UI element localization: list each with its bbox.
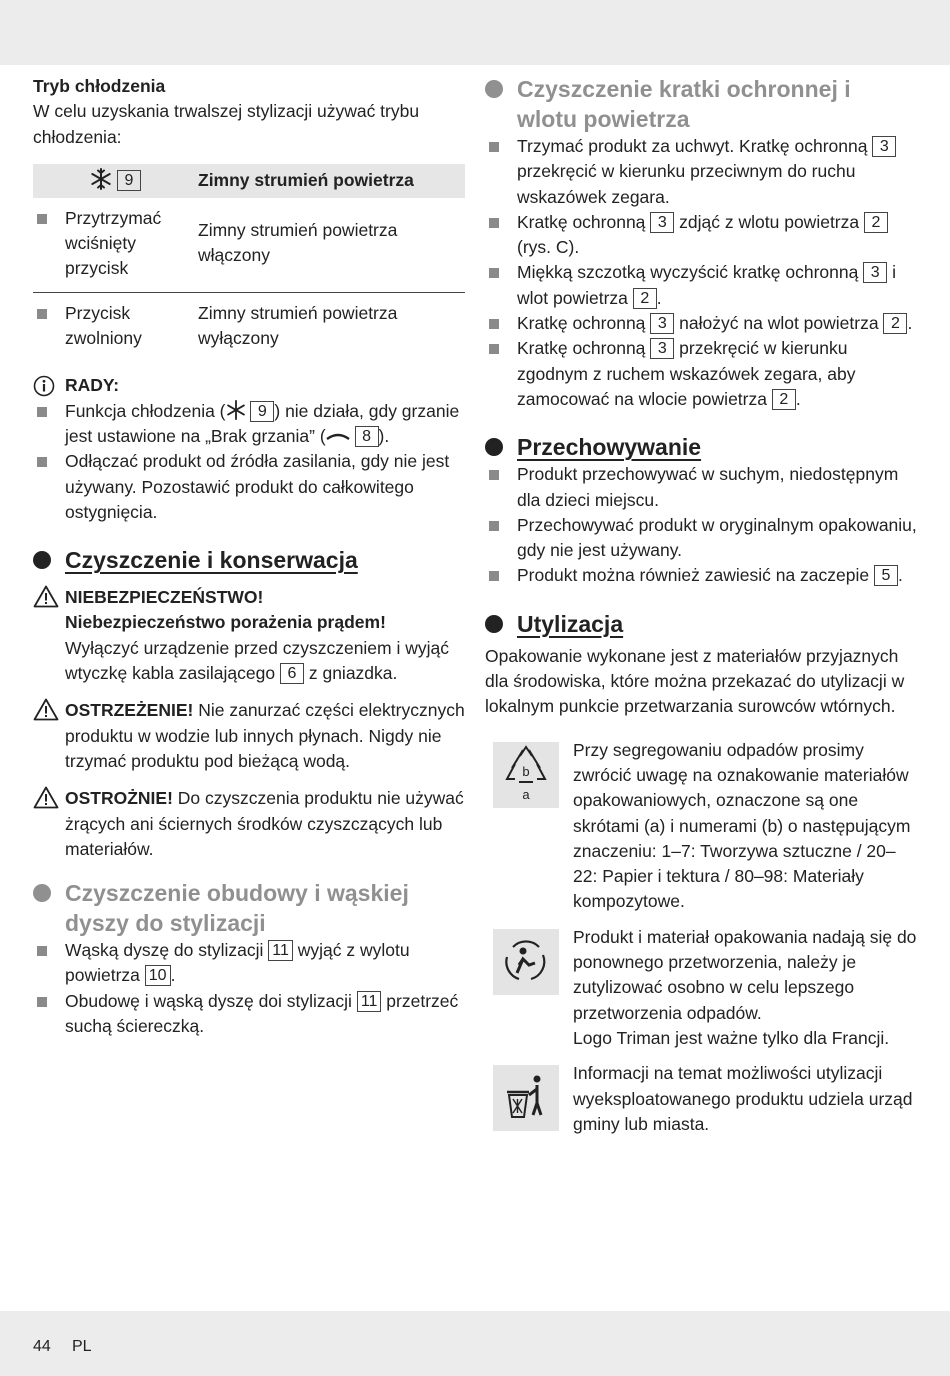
part-number: 2 (864, 212, 888, 233)
row-action: Przycisk zwolniony (65, 302, 142, 349)
danger-note: NIEBEZPIECZEŃSTWO! Niebezpieczeństwo porażenia prądem! Wyłączyć urządzenie przed czyszczeniem i wyjąć wtyczkę kabla zasilającego 6 z gniazdka. (33, 585, 465, 686)
bullet (489, 268, 499, 278)
heading-dot (33, 884, 51, 902)
heading-dot (485, 615, 503, 633)
part-number: 10 (145, 965, 171, 986)
page-number: 44 (33, 1338, 51, 1355)
danger-subtitle: Niebezpieczeństwo porażenia prądem! (65, 612, 386, 633)
table-row (33, 292, 465, 351)
bullet (489, 344, 499, 354)
header-bar (0, 0, 950, 65)
list-item: Przechowywać produkt w oryginalnym opakowaniu, gdy nie jest używany. (485, 513, 917, 564)
list-item: Miękką szczotką wyczyścić kratkę ochronną 3 i wlot powietrza 2 . (485, 260, 917, 311)
section-heading: Czyszczenie kratki ochronnej i wlotu powietrza (485, 74, 917, 134)
caution-note: OSTROŻNIE! Do czyszczenia produktu nie używać żrących ani ściernych środków czyszczących lub materiałów. (33, 786, 465, 862)
bin-text: Informacji na temat możliwości utylizacji wyeksploatowanego produktu udziela urząd gminy lub miasta. (573, 1063, 913, 1134)
waste-bin-icon (493, 1065, 559, 1131)
page-language: PL (72, 1338, 92, 1355)
part-number: 2 (633, 288, 657, 309)
section-heading: Przechowywanie (485, 432, 917, 462)
recycle-label-a: a (522, 786, 530, 802)
recycle-icon (493, 742, 559, 808)
bullet (489, 521, 499, 531)
right-column (485, 74, 917, 1137)
warning-triangle-icon (33, 786, 59, 809)
part-number: 3 (650, 212, 674, 233)
list-item: Produkt przechowywać w suchym, niedostępnym dla dzieci miejscu. (485, 462, 917, 513)
triman-block (485, 925, 917, 1051)
warning-triangle-icon (33, 698, 59, 721)
list-item: Funkcja chłodzenia ( 9 ) nie działa, gdy grzanie jest ustawione na „Brak grzania” ( 8 ). (33, 399, 465, 450)
footer-bar (0, 1311, 950, 1376)
heading-dot (485, 80, 503, 98)
list-item: Kratkę ochronną 3 zdjąć z wlotu powietrza 2 (rys. C). (485, 210, 917, 261)
part-number: 8 (355, 426, 379, 447)
warning-note: OSTRZEŻENIE! Nie zanurzać części elektrycznych produktu w wodzie lub innych płynach. Nigdy nie trzymać produktu pod bieżącą wodą. (33, 698, 465, 774)
caution-title: OSTROŻNIE! (65, 788, 173, 809)
section-heading: Czyszczenie i konserwacja (33, 545, 465, 575)
list-item: Kratkę ochronną 3 przekręcić w kierunku zgodnym z ruchem wskazówek zegara, aby zamocować na wlocie powietrza 2 . (485, 336, 917, 412)
part-number: 11 (268, 940, 293, 961)
triman-note: Logo Triman jest ważne tylko dla Francji. (573, 1027, 890, 1048)
bullet (37, 946, 47, 956)
part-number: 3 (650, 313, 674, 334)
recycle-text: Przy segregowaniu odpadów prosimy zwrócić uwagę na oznakowanie materiałów opakowaniowych, oznaczone są one skrótami (a) i numerami (b) o następującym znaczeniu: 1–7: Tworzywa sztuczne / 20–22: Papier i tektura / 80–98: Materiały kompozytowe. (573, 739, 911, 912)
list-item: Odłączać produkt od źródła zasilania, gdy nie jest używany. Pozostawić produkt do całkowitego ostygnięcia. (33, 449, 465, 525)
cool-intro: W celu uzyskania trwalszej stylizacji używać trybu chłodzenia: (33, 101, 420, 147)
list-item: Trzymać produkt za uchwyt. Kratkę ochronną 3 przekręcić w kierunku przeciwnym do ruchu wskazówek zegara. (485, 134, 917, 210)
left-column (33, 74, 465, 1039)
warning-triangle-icon (33, 585, 59, 608)
bullet (489, 218, 499, 228)
list-item: Obudowę i wąską dyszę doi stylizacji 11 przetrzeć suchą ściereczką. (33, 989, 465, 1040)
part-number: 3 (650, 338, 674, 359)
triman-text: Produkt i materiał opakowania nadają się do ponownego przetworzenia, należy je zutylizować osobno w celu lepszego przetworzenia odpadów. (573, 926, 917, 1023)
table-row (33, 198, 465, 292)
row-result: Zimny strumień powietrza włączony (198, 198, 465, 292)
part-number: 5 (874, 565, 898, 586)
warning-title: OSTRZEŻENIE! (65, 700, 194, 721)
part-number: 2 (883, 313, 907, 334)
bin-block (485, 1061, 917, 1137)
bullet (489, 142, 499, 152)
row-action: Przytrzymać wciśnięty przycisk (65, 207, 162, 279)
bullet (37, 997, 47, 1007)
bullet (489, 470, 499, 480)
disposal-intro: Opakowanie wykonane jest z materiałów przyjaznych dla środowiska, które można przekazać do utylizacji w lokalnym punkcie przetwarzania surowców wtórnych. (485, 645, 905, 717)
cool-heading: Tryb chłodzenia (33, 76, 166, 96)
heading-dot (485, 438, 503, 456)
bullet (37, 457, 47, 467)
bullet (489, 319, 499, 329)
list-item: Wąską dyszę do stylizacji 11 wyjąć z wylotu powietrza 10 . (33, 938, 465, 989)
list-item: Kratkę ochronną 3 nałożyć na wlot powietrza 2 . (485, 311, 917, 336)
bullet (37, 214, 47, 224)
part-number: 6 (280, 663, 304, 684)
cool-table-title: Zimny strumień powietrza (198, 164, 465, 198)
tips-block (33, 373, 465, 398)
snowflake-icon (226, 400, 246, 420)
part-number: 2 (772, 389, 796, 410)
part-number: 9 (117, 170, 141, 191)
part-number: 3 (863, 262, 887, 283)
bullet (37, 309, 47, 319)
snowflake-icon (90, 168, 112, 190)
part-number: 11 (357, 991, 382, 1012)
section-heading: Utylizacja (485, 609, 917, 639)
cool-table (33, 164, 465, 351)
part-number: 3 (872, 136, 896, 157)
tips-title: RADY: (65, 375, 120, 396)
heading-dot (33, 551, 51, 569)
recycle-block (485, 738, 917, 915)
bullet (37, 407, 47, 417)
triman-icon (493, 929, 559, 995)
recycle-label-b: b (522, 763, 530, 779)
section-heading: Czyszczenie obudowy i wąskiej dyszy do stylizacji (33, 878, 465, 938)
row-result: Zimny strumień powietrza wyłączony (198, 302, 398, 349)
no-heat-icon (326, 430, 350, 442)
list-item: Produkt można również zawiesić na zaczepie 5 . (485, 563, 917, 588)
cool-table-header (33, 164, 465, 198)
info-icon (33, 375, 55, 397)
danger-title: NIEBEZPIECZEŃSTWO! (65, 587, 264, 608)
part-number: 9 (250, 401, 274, 422)
bullet (489, 571, 499, 581)
